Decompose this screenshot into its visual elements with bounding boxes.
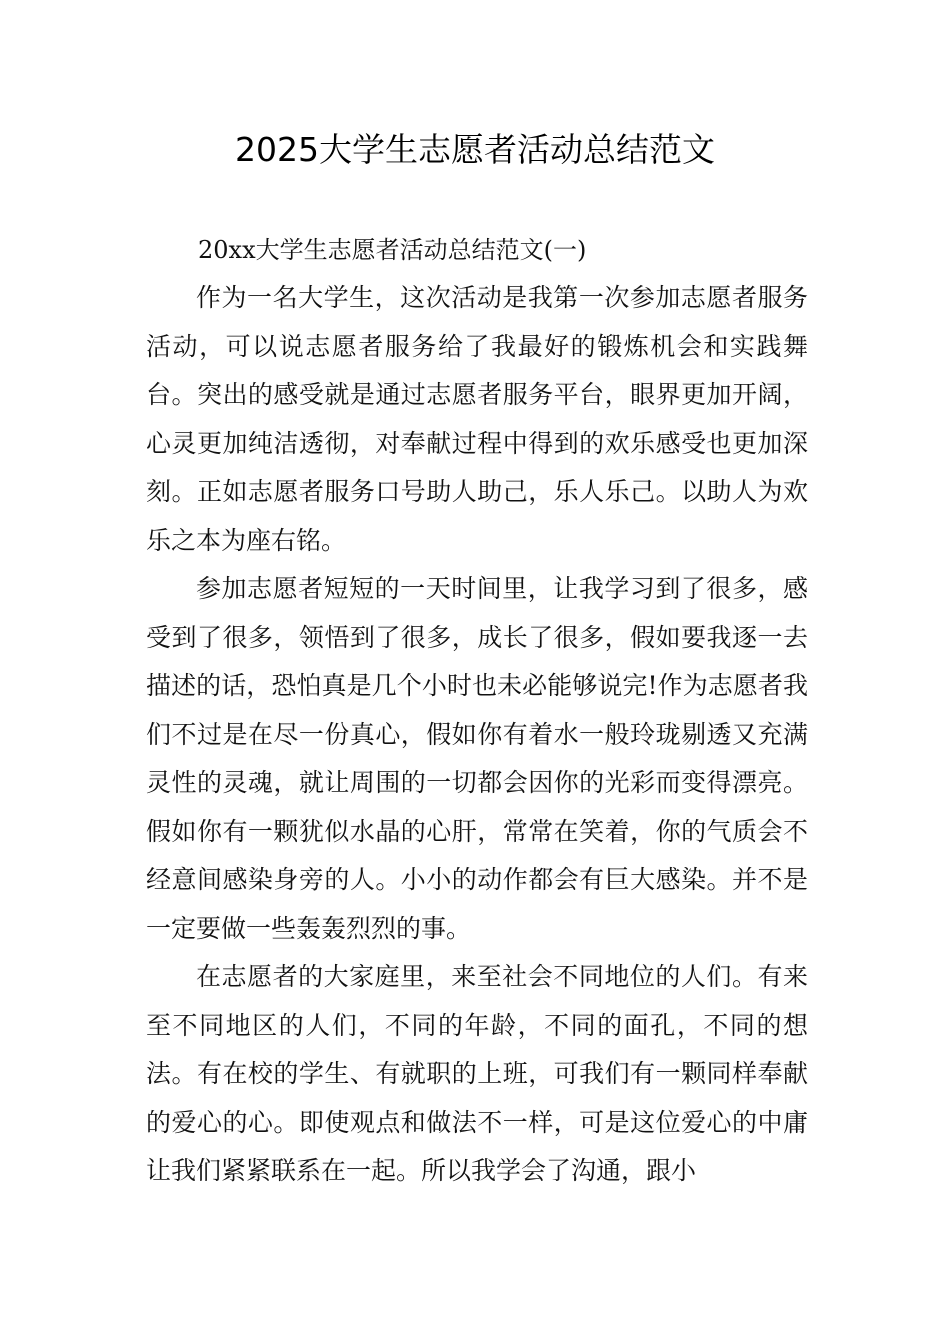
document-title: 2025大学生志愿者活动总结范文 xyxy=(235,130,715,169)
paragraph-3: 在志愿者的大家庭里，来至社会不同地位的人们。有来至不同地区的人们，不同的年龄，不同的面孔，不同的想法。有在校的学生、有就职的上班，可我们有一颗同样奉献的爱心的心。即使观点和做法不一样，可是这位爱心的中庸让我们紧紧联系在一起。所以我学会了沟通，跟小 xyxy=(146,962,808,1185)
paragraph-2: 参加志愿者短短的一天时间里，让我学习到了很多，感受到了很多，领悟到了很多，成长了很多，假如要我逐一去描述的话，恐怕真是几个小时也未必能够说完!作为志愿者我们不过是在尽一份真心，假如你有着水一般玲珑剔透又充满灵性的灵魂，就让周围的一切都会因你的光彩而变得漂亮。假如你有一颗犹似水晶的心肝，常常在笑着，你的气质会不经意间感染身旁的人。小小的动作都会有巨大感染。并不是一定要做一些轰轰烈烈的事。 xyxy=(146,574,808,943)
paragraph-1: 作为一名大学生，这次活动是我第一次参加志愿者服务活动，可以说志愿者服务给了我最好的锻炼机会和实践舞台。突出的感受就是通过志愿者服务平台，眼界更加开阔，心灵更加纯洁透彻，对奉献过程中得到的欢乐感受也更加深刻。正如志愿者服务口号助人助己，乐人乐己。以助人为欢乐之本为座右铭。 xyxy=(146,283,808,555)
section-subtitle: 20xx大学生志愿者活动总结范文(一) xyxy=(198,236,587,264)
document-body xyxy=(146,226,808,1196)
